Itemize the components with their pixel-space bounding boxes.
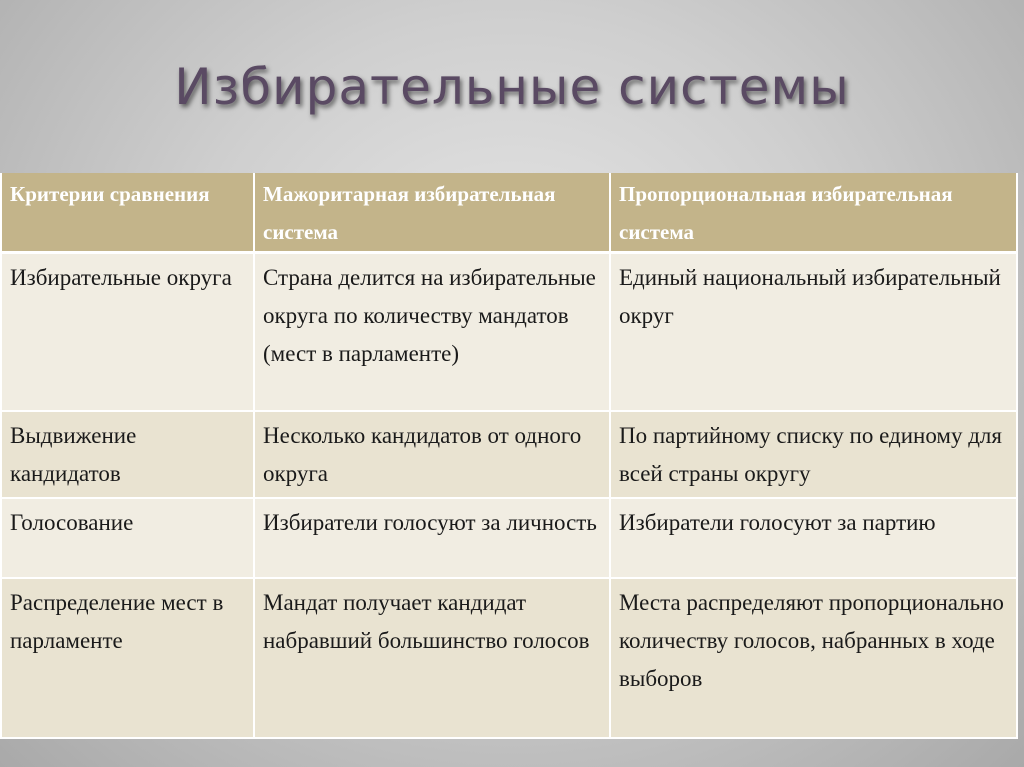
table-cell: Голосование [1, 498, 254, 578]
table-header-row [1, 173, 1017, 253]
table-cell: Места распределяют пропорционально количеству голосов, набранных в ходе выборов [610, 578, 1017, 738]
table-cell: Избирательные округа [1, 253, 254, 411]
comparison-table [0, 173, 1018, 739]
table-row [1, 578, 1017, 738]
header-criteria: Критерии сравнения [1, 173, 254, 253]
table-row [1, 253, 1017, 411]
table-cell: Единый национальный избирательный округ [610, 253, 1017, 411]
table-cell: Несколько кандидатов от одного округа [254, 411, 610, 498]
table-cell: Избиратели голосуют за партию [610, 498, 1017, 578]
table-cell: Страна делится на избирательные округа по количеству мандатов (мест в парламенте) [254, 253, 610, 411]
table-row [1, 498, 1017, 578]
table-row [1, 411, 1017, 498]
table-cell: Выдвижение кандидатов [1, 411, 254, 498]
table-cell: По партийному списку по единому для всей страны округу [610, 411, 1017, 498]
table-cell: Избиратели голосуют за личность [254, 498, 610, 578]
header-proportional: Пропорциональная избирательная система [610, 173, 1017, 253]
table-cell: Мандат получает кандидат набравший большинство голосов [254, 578, 610, 738]
slide-title: Избирательные системы [174, 58, 850, 116]
header-majoritarian: Мажоритарная избирательная система [254, 173, 610, 253]
comparison-table-container [0, 173, 1016, 767]
table-cell: Распределение мест в парламенте [1, 578, 254, 738]
